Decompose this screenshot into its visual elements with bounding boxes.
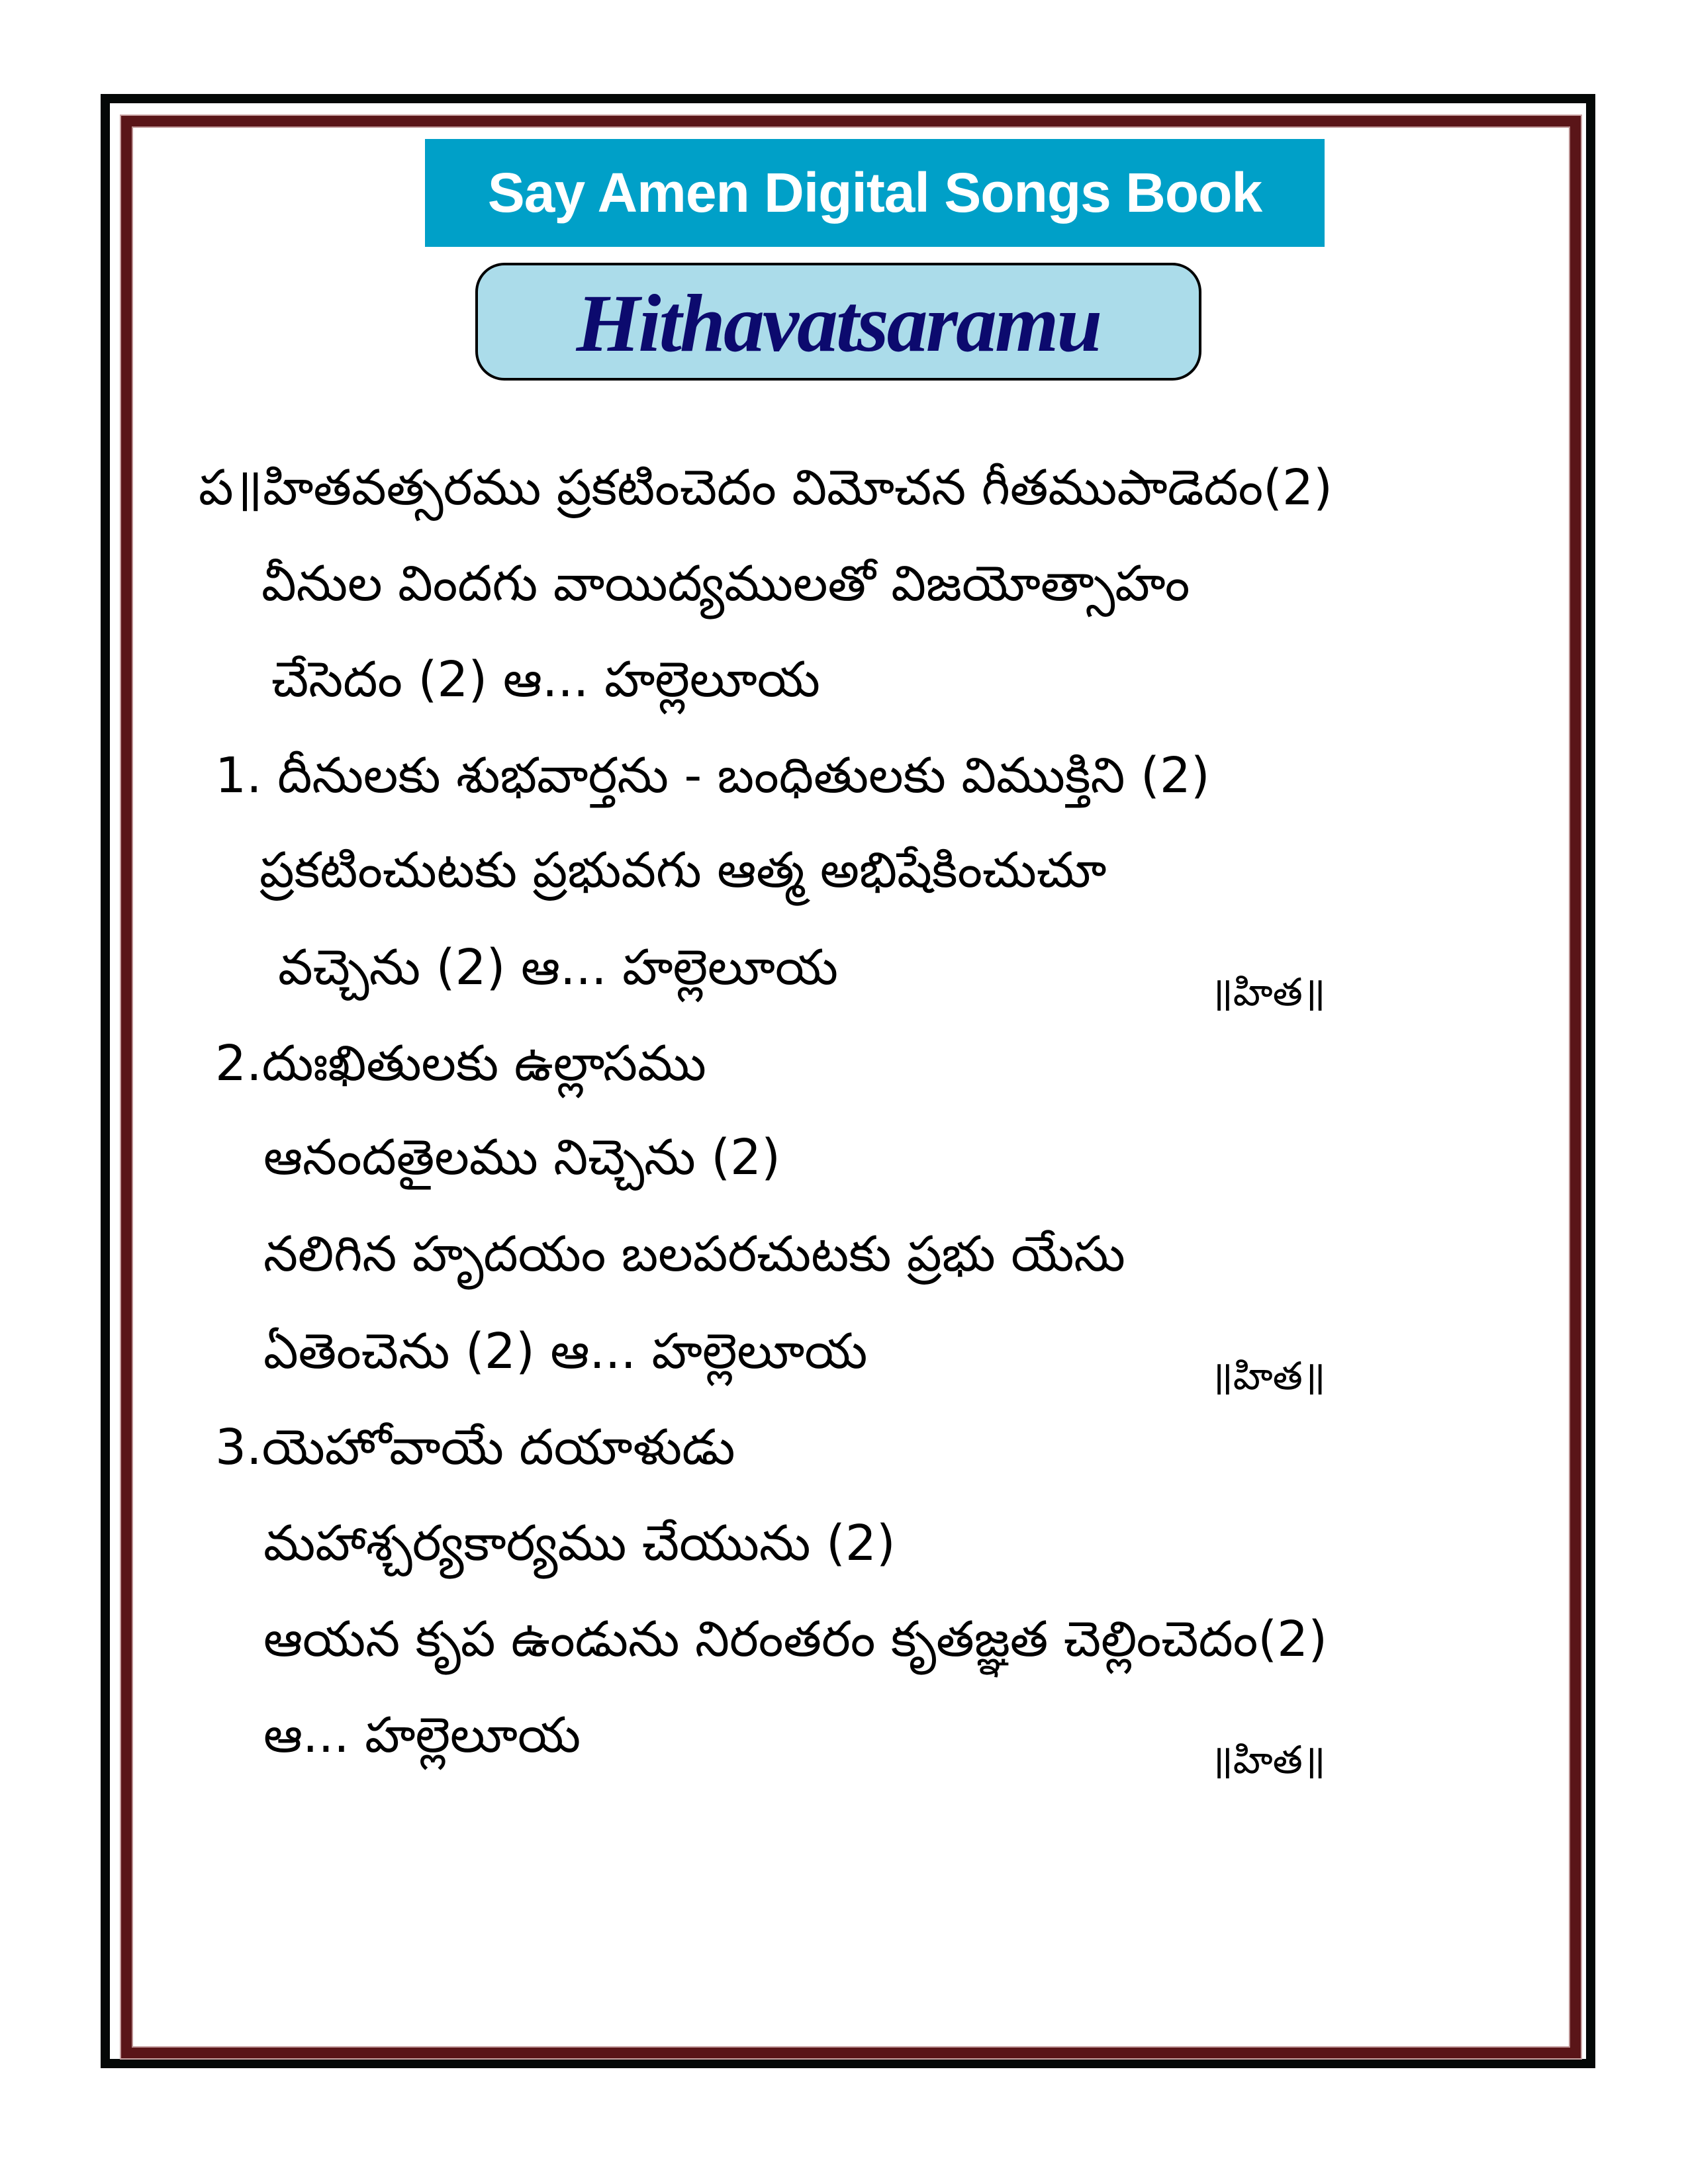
verse2-line-3: నలిగిన హృదయం బలపరచుటకు ప్రభు యేసు — [263, 1226, 1125, 1283]
pallavi-line-1: ప॥హితవత్సరము ప్రకటించెదం విమోచన గీతముపాడెదం(2) — [199, 459, 1333, 516]
verse2-line-2: ఆనందతైలము నిచ్చెను (2) — [263, 1129, 781, 1186]
song-title-box — [475, 263, 1201, 381]
verse3-line-2: మహాశ్చర్యకార్యము చేయును (2) — [263, 1515, 896, 1572]
verse3-line-4: ఆ... హల్లెలూయ — [263, 1707, 581, 1764]
refrain-marker-verse1: ॥హిత॥ — [1210, 970, 1326, 1015]
verse1-line-2: ప్రకటించుటకు ప్రభువగు ఆత్మ అభిషేకించుచూ — [259, 842, 1107, 899]
verse3-line-3: ఆయన కృప ఉండును నిరంతరం కృతజ్ఞత చెల్లించెదం(2) — [263, 1611, 1328, 1668]
verse1-line-1: 1. దీనులకు శుభవార్తను - బంధితులకు విముక్తిని (2) — [215, 747, 1210, 804]
pallavi-line-2: వీనుల విందగు వాయిద్యములతో విజయోత్సాహం — [261, 555, 1190, 612]
verse2-line-4: ఏతెంచెను (2) ఆ... హల్లెలూయ — [263, 1323, 868, 1380]
song-title: Hithavatsaramu — [576, 278, 1101, 369]
refrain-marker-verse3: ॥హిత॥ — [1210, 1737, 1326, 1782]
banner-title: Say Amen Digital Songs Book — [487, 161, 1262, 224]
pallavi-line-3: చేసెదం (2) ఆ... హల్లెలూయ — [271, 651, 820, 708]
verse3-line-1: 3.యెహోవాయే దయాళుడు — [215, 1419, 735, 1476]
songbook-banner — [425, 139, 1325, 247]
verse2-line-1: 2.దుఃఖితులకు ఉల్లాసము — [215, 1035, 706, 1092]
verse1-line-3: వచ్చెను (2) ఆ... హల్లెలూయ — [278, 939, 839, 996]
refrain-marker-verse2: ॥హిత॥ — [1210, 1353, 1326, 1398]
